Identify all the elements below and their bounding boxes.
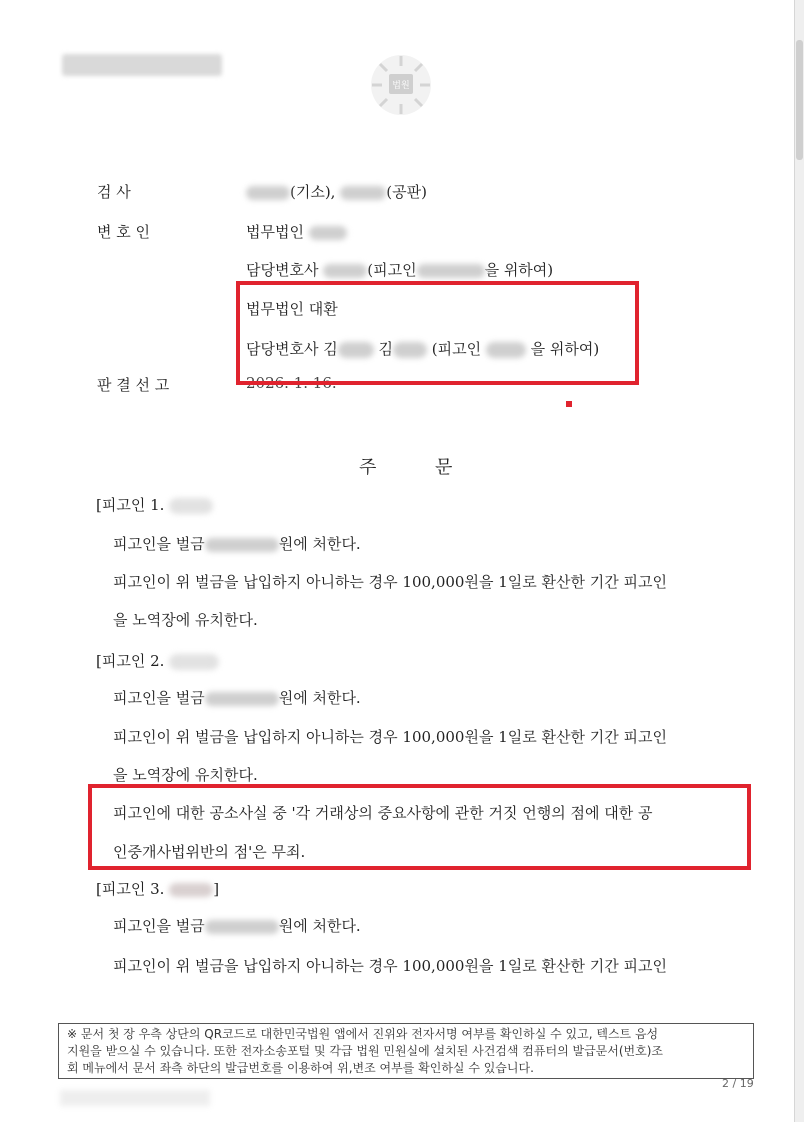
defendant-3-heading xyxy=(96,878,219,899)
defendant-3-close: ] xyxy=(213,880,220,898)
prosecutor-label: 검 사 xyxy=(97,183,131,201)
defendant-1-label: [피고인 1. xyxy=(96,496,165,514)
fine-suffix: 원에 처한다. xyxy=(278,535,361,553)
defendant-3-detention: 피고인이 위 벌금을 납입하지 아니하는 경우 100,000원을 1일로 환산한 기간 피고인 xyxy=(113,957,667,975)
defendant-2-detention: 피고인이 위 벌금을 납입하지 아니하는 경우 100,000원을 1일로 환산한 기간 피고인 xyxy=(113,728,667,746)
prosecutor-suffix-trial: (공판) xyxy=(386,183,427,201)
redacted-header-block xyxy=(62,54,222,76)
firm-2: 법무법인 대환 xyxy=(246,300,338,318)
firm-1-name: 법무법인 xyxy=(246,223,304,241)
defendant-3-label: [피고인 3. xyxy=(96,880,165,898)
redacted-name xyxy=(246,186,290,200)
redacted-name xyxy=(417,264,485,278)
defendant-2-acquittal: 피고인에 대한 공소사실 중 '각 거래상의 중요사항에 관한 거짓 언행의 점에 대한 공 xyxy=(113,804,653,822)
order-title-left: 주 xyxy=(359,457,377,478)
notice-line-3: 회 메뉴에서 문서 좌측 하단의 발급번호를 이용하여 위,변조 여부를 확인하실 수 있습니다. xyxy=(67,1061,534,1075)
fine-prefix: 피고인을 벌금 xyxy=(113,535,205,553)
prosecutor-suffix-indict: (기소), xyxy=(290,183,336,201)
attorney-2-paren: (피고인 xyxy=(431,340,482,358)
defendant-1-heading xyxy=(96,494,213,515)
redacted-name xyxy=(323,264,367,278)
court-seal-icon xyxy=(368,52,434,118)
defendant-1-detention: 피고인이 위 벌금을 납입하지 아니하는 경우 100,000원을 1일로 환산한 기간 피고인 xyxy=(113,573,667,591)
defendant-3-fine xyxy=(113,915,361,936)
redacted-name xyxy=(340,186,386,200)
attorney-2-prefix: 담당변호사 김 xyxy=(246,340,338,358)
defendant-2-label: [피고인 2. xyxy=(96,652,165,670)
attorney-1-prefix: 담당변호사 xyxy=(246,261,319,279)
seal-text: 법원 xyxy=(392,81,410,91)
highlight-box-counsel xyxy=(236,281,639,385)
order-title-right: 문 xyxy=(435,457,453,478)
defendant-1-detention-cont: 을 노역장에 유치한다. xyxy=(113,611,258,629)
defendant-1-fine xyxy=(113,533,361,554)
attorney-2-mid: 김 xyxy=(378,340,393,358)
redacted-amount xyxy=(205,692,279,706)
defendant-2-fine xyxy=(113,687,361,708)
redacted-amount xyxy=(205,920,279,934)
highlight-box-acquittal xyxy=(88,784,751,870)
notice-line-2: 지원을 받으실 수 있습니다. 또한 전자소송포털 및 각급 법원 민원실에 설치된 사건검색 컴퓨터의 발급문서(번호)조 xyxy=(67,1044,664,1058)
fine-prefix: 피고인을 벌금 xyxy=(113,917,205,935)
verdict-label: 판 결 선 고 xyxy=(97,376,170,394)
redacted-name xyxy=(169,883,213,897)
redacted-name xyxy=(169,498,213,514)
prosecutor-value xyxy=(246,181,427,202)
defendant-2-heading xyxy=(96,650,219,671)
redacted-name xyxy=(169,654,219,670)
attorney-1-tail: 을 위하여) xyxy=(484,261,554,279)
verification-notice xyxy=(58,1023,754,1079)
verdict-date: 2026. 1. 16. xyxy=(246,374,337,392)
defendant-2-detention-cont: 을 노역장에 유치한다. xyxy=(113,766,258,784)
notice-line-1: ※ 문서 첫 장 우측 상단의 QR코드로 대한민국법원 앱에서 진위와 전자서명 여부를 확인하실 수 있고, 텍스트 음성 xyxy=(67,1027,659,1041)
attorney-1-line xyxy=(246,259,553,280)
fine-prefix: 피고인을 벌금 xyxy=(113,689,205,707)
redacted-issue-number xyxy=(60,1090,210,1106)
scrollbar-thumb[interactable] xyxy=(796,40,803,160)
attorney-2-tail: 을 위하여) xyxy=(530,340,600,358)
defendant-2-acquittal-cont: 인중개사법위반의 점'은 무죄. xyxy=(113,843,306,861)
redacted-amount xyxy=(205,538,279,552)
firm-1 xyxy=(246,221,347,242)
fine-suffix: 원에 처한다. xyxy=(278,689,361,707)
lawyer-label: 변 호 인 xyxy=(97,223,151,241)
attorney-1-paren: (피고인 xyxy=(367,261,417,279)
page-number: 2 / 19 xyxy=(722,1077,754,1090)
redacted-name xyxy=(309,226,347,240)
fine-suffix: 원에 처한다. xyxy=(278,917,361,935)
marker-dot xyxy=(566,401,572,407)
scrollbar[interactable] xyxy=(795,0,804,1122)
